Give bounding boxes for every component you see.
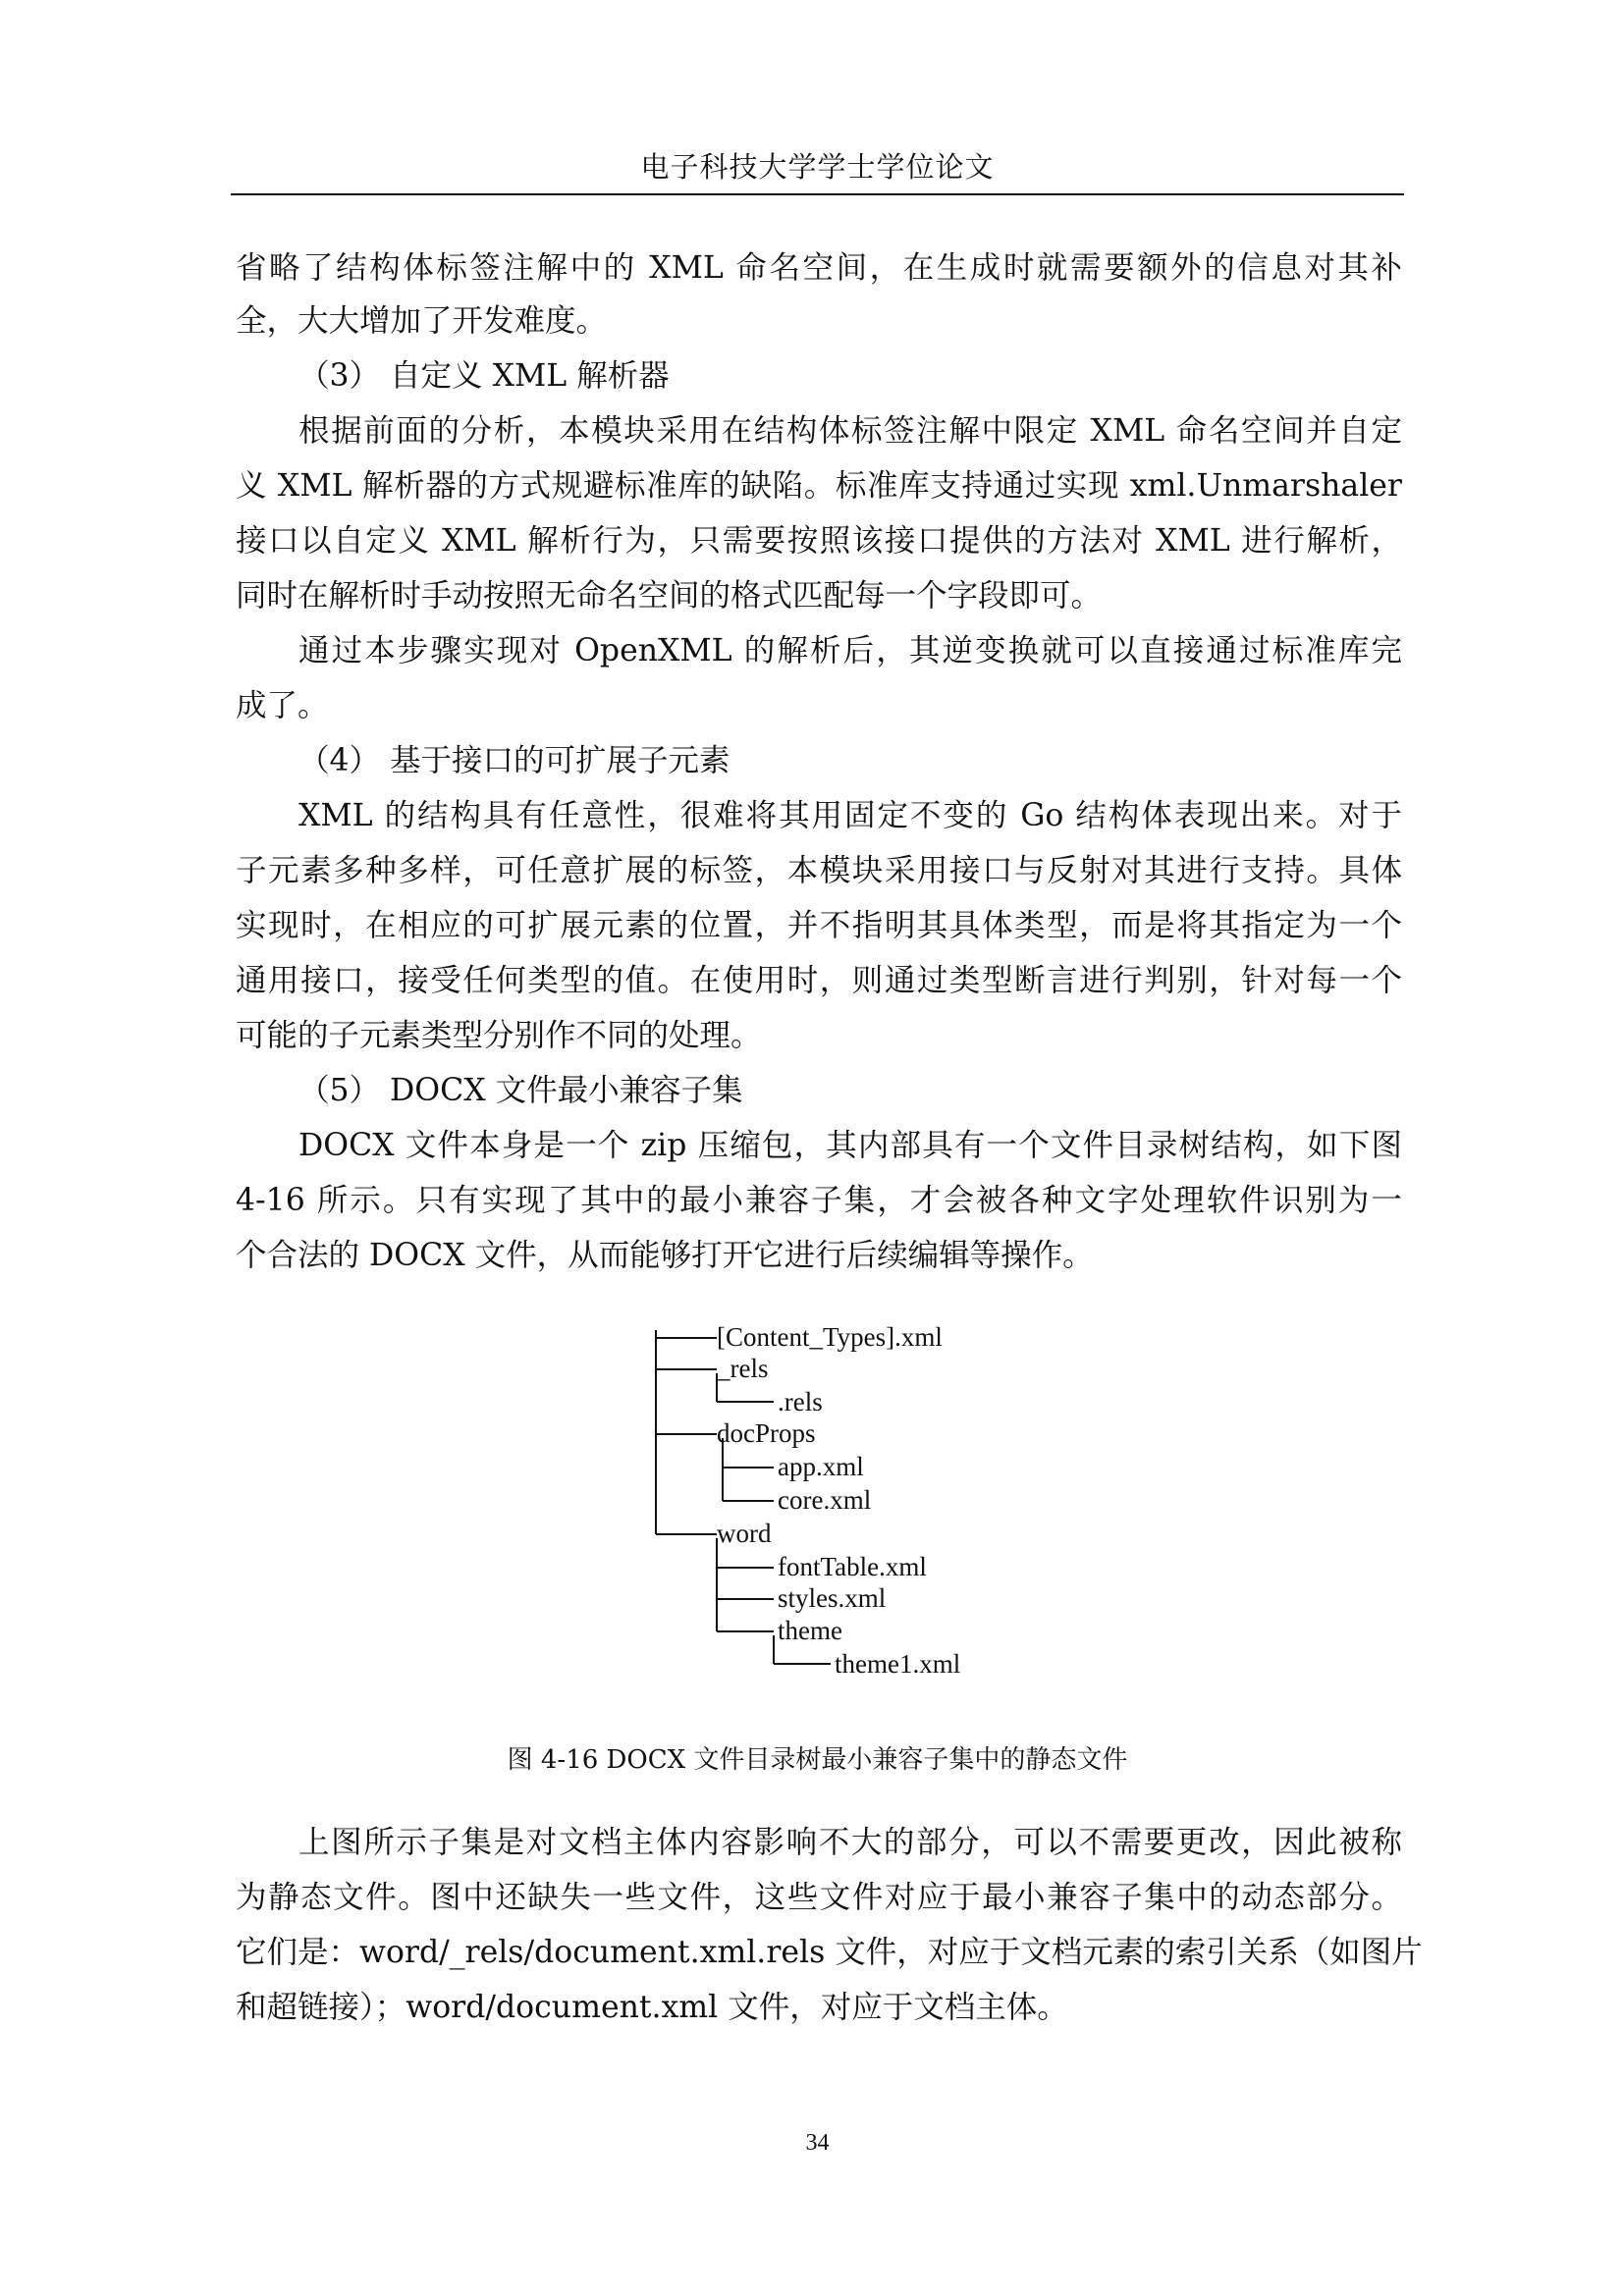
tree-node: [Content_Types].xml <box>717 1322 943 1352</box>
body-line: 和超链接）；word/document.xml 文件，对应于文档主体。 <box>236 1990 1068 2025</box>
body-line: 上图所示子集是对文档主体内容影响不大的部分，可以不需要更改，因此被称 <box>298 1825 1402 1860</box>
tree-node: theme <box>778 1616 842 1645</box>
tree-node: fontTable.xml <box>778 1552 927 1581</box>
body-line: 接口以自定义 XML 解析行为，只需要按照该接口提供的方法对 XML 进行解析， <box>236 523 1402 559</box>
figure-caption: 图 4-16 DOCX 文件目录树最小兼容子集中的静态文件 <box>507 1745 1128 1775</box>
page-header-title: 电子科技大学学士学位论文 <box>640 150 995 184</box>
tree-node: word <box>717 1519 772 1548</box>
section-heading: （5） DOCX 文件最小兼容子集 <box>298 1073 743 1108</box>
body-line: 可能的子元素类型分别作不同的处理。 <box>236 1018 762 1053</box>
tree-node: theme1.xml <box>835 1649 961 1679</box>
section-heading: （3） 自定义 XML 解析器 <box>298 358 670 394</box>
page-number: 34 <box>805 2130 830 2156</box>
body-line: XML 的结构具有任意性，很难将其用固定不变的 Go 结构体表现出来。对于 <box>298 798 1402 833</box>
body-line: 4-16 所示。只有实现了其中的最小兼容子集，才会被各种文字处理软件识别为一 <box>236 1183 1402 1218</box>
header-rule <box>231 193 1404 195</box>
body-line: 义 XML 解析器的方式规避标准库的缺陷。标准库支持通过实现 xml.Unmarshaler <box>236 468 1402 504</box>
body-line: 同时在解析时手动按照无命名空间的格式匹配每一个字段即可。 <box>236 578 1103 614</box>
directory-tree-figure <box>638 1310 1051 1703</box>
body-line: 个合法的 DOCX 文件，从而能够打开它进行后续编辑等操作。 <box>236 1238 1094 1273</box>
tree-node: styles.xml <box>778 1583 887 1613</box>
body-line: DOCX 文件本身是一个 zip 压缩包，其内部具有一个文件目录树结构，如下图 <box>298 1128 1402 1163</box>
tree-node: core.xml <box>778 1485 872 1515</box>
tree-node: _rels <box>717 1354 769 1383</box>
body-line: 实现时，在相应的可扩展元素的位置，并不指明其具体类型，而是将其指定为一个 <box>236 908 1402 943</box>
tree-node: app.xml <box>778 1452 864 1481</box>
body-line: 为静态文件。图中还缺失一些文件，这些文件对应于最小兼容子集中的动态部分。 <box>236 1880 1402 1915</box>
tree-node: docProps <box>717 1418 816 1448</box>
section-heading: （4） 基于接口的可扩展子元素 <box>298 743 730 778</box>
body-line: 它们是：word/_rels/document.xml.rels 文件，对应于文档元素的索引关系（如图片 <box>236 1935 1423 1970</box>
body-line: 省略了结构体标签注解中的 XML 命名空间，在生成时就需要额外的信息对其补 <box>236 250 1402 286</box>
body-line: 根据前面的分析，本模块采用在结构体标签注解中限定 XML 命名空间并自定 <box>298 413 1402 449</box>
body-line: 通用接口，接受任何类型的值。在使用时，则通过类型断言进行判别，针对每一个 <box>236 963 1402 998</box>
tree-node: .rels <box>778 1387 823 1416</box>
body-line: 子元素多种多样，可任意扩展的标签，本模块采用接口与反射对其进行支持。具体 <box>236 853 1402 888</box>
body-line: 全，大大增加了开发难度。 <box>236 303 608 339</box>
body-line: 成了。 <box>236 688 329 723</box>
body-line: 通过本步骤实现对 OpenXML 的解析后，其逆变换就可以直接通过标准库完 <box>298 633 1402 668</box>
